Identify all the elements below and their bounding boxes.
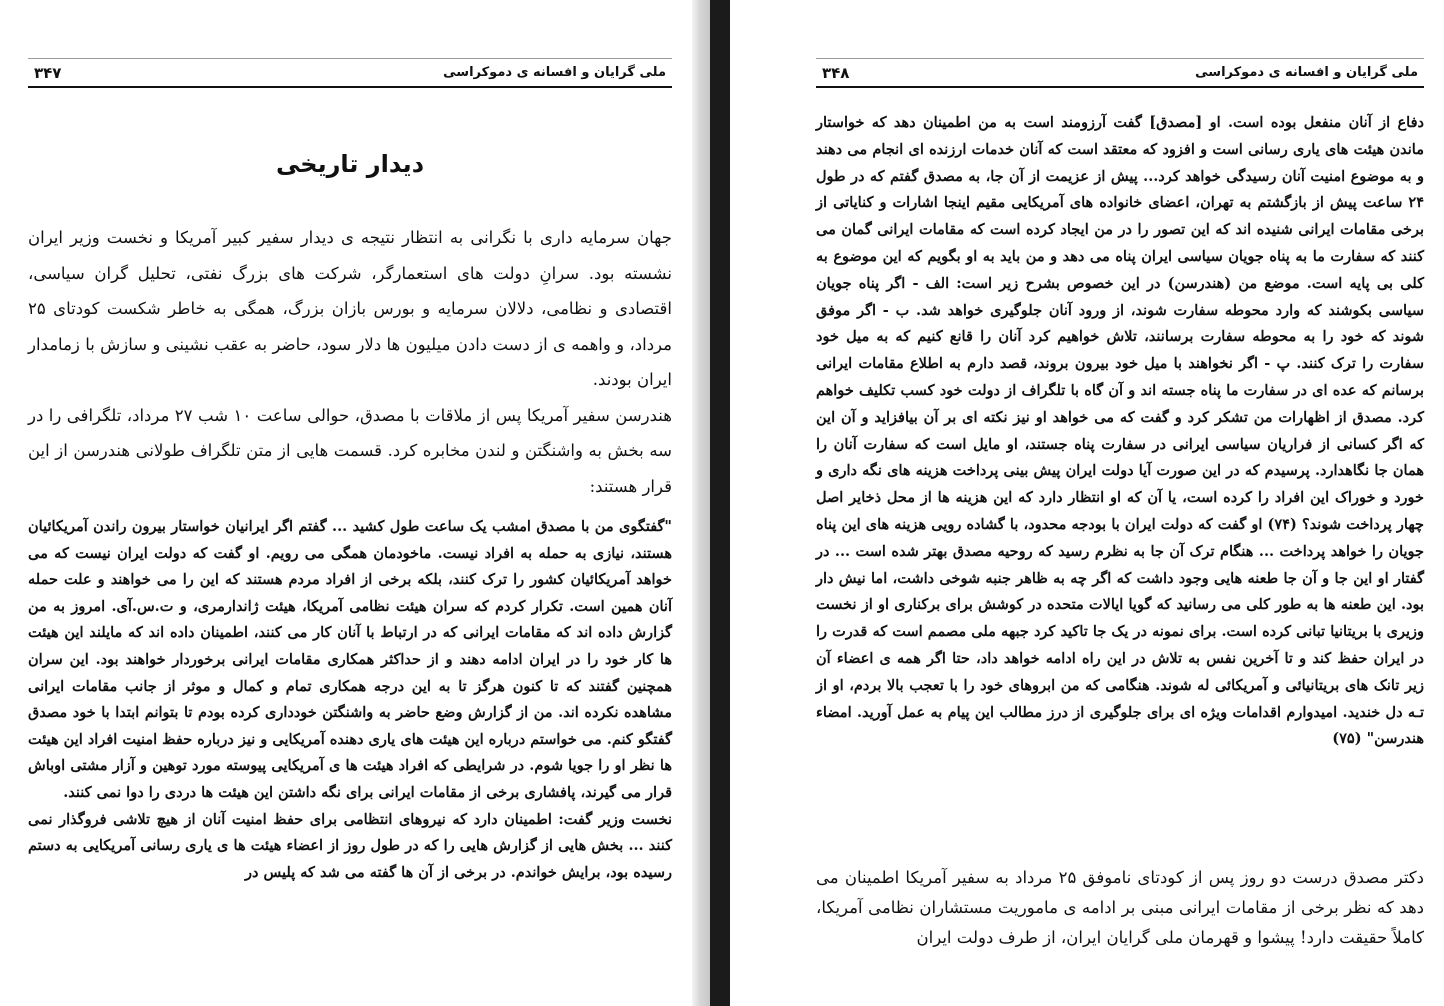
- running-head-left: [28, 58, 672, 88]
- page-number-right: ۳۴۸: [822, 63, 850, 82]
- chapter-heading: دیدار تاریخی: [275, 150, 425, 178]
- page-348: [730, 0, 1444, 1006]
- running-head-right: [816, 58, 1424, 88]
- intro-text: [28, 220, 672, 504]
- running-title-right: ملی گرایان و افسانه ی دموکراسی: [1195, 65, 1418, 80]
- book-gutter-shadow: [692, 0, 710, 1006]
- body-text-right: [816, 863, 1424, 953]
- body-paragraph: دکتر مصدق درست دو روز پس از کودتای ناموفق ۲۵ مرداد به سفیر آمریکا اطمینان می دهد که نظر برخی از مقامات ایرانی مبنی بر ادامه ی ماموریت مستشاران نظامی آمریکا، کاملاً حقیقت دارد! پیشوا و قهرمان ملی گرایان ایران، از طرف دولت ایران: [816, 868, 1425, 947]
- running-title-left: ملی گرایان و افسانه ی دموکراسی: [443, 65, 666, 80]
- quote-paragraph: دفاع از آنان منفعل بوده است. او [مصدق] گفت آرزومند است به من اطمینان دهد که خواستار ماندن هیئت های یاری رسانی است و افزود که معتقد است که آنان خدمات ارزنده ای انجام می دهند و به موضوع امنیت آنان رسیدگی خواهد کرد... پیش از عزیمت از آن جا، به مصدق گفتم که در طول ۲۴ ساعت پیش از بازگشتم به تهران، اعضای خانواده های آمریکایی مقیم اینجا اشارات و کنایاتی از برخی مقامات ایرانی شنیده اند که این تصور را در من ایجاد کرده است که مقامات ایرانی گمان می کنند که سفارت ما به پناه جویان سیاسی ایران پناه می دهد و من باید به او بگویم که این موضوع به کلی بی پایه است. موضع من (هندرسن) در این خصوص بشرح زیر است: الف - اگر پناه جویان سیاسی بکوشند که وارد محوطه سفارت شوند، از ورود آنان جلوگیری خواهد شد. ب - اگر موفق شوند که خود را به محوطه سفارت برسانند، تلاش خواهیم کرد آنان را قانع کنیم که به میل خود سفارت را ترک کنند. پ - اگر نخواهند با میل خود بیرون بروند، قصد دارم به اطلاع مقامات ایرانی برسانم که عده ای در سفارت ما پناه جسته اند و آن گاه با تلگراف از دولت خود کسب تکلیف خواهم کرد. مصدق از اظهارات من تشکر کرد و گفت که می خواهد او نیز نکته ای بر آن بیافزاید و آن این که اگر کسانی از فراریان سیاسی ایرانی در سفارت پناه جستند، او مایل است که سفارت آنان را همان جا نگاهدارد. پرسیدم که در این صورت آیا دولت ایران پیش بینی پرداخت هزینه های نگه داری و خورد و خوراک این افراد را کرده است، یا آن که او انتظار دارد که این هزینه ها از محل ذخایر اصل چهار پرداخت شوند؟ (۷۴) او گفت که دولت ایران با بودجه محدود، با گشاده رویی هزینه های این پناه جویان را خواهد پرداخت ... هنگام ترک آن جا به نظرم رسید که روحیه مصدق بهتر شده است ... در گفتار او این جا و آن جا طعنه هایی وجود داشت که اگر چه به ظاهر جنبه شوخی داشت، اما نیش دار بود. این طعنه ها به طور کلی می رسانید که گویا ایالات متحده در کوشش برای برکناری او از نخست وزیری با بریتانیا تبانی کرده است. برای نمونه در یک جا تاکید کرد جبهه ملی مصمم است که قدرت را در ایران حفظ کند و تا آخرین نفس به تلاش در این راه ادامه خواهد داد، حتا اگر همه ی اعضاء آن زیر تانک های بریتانیائی و آمریکائی له شوند. هنگامی که من ابروهای خود را با تعجب بالا بردم، او از تـه دل خندید. امیدوارم اقدامات ویژه ای برای جلوگیری از درز مطالب این پیام به عمل آورید. امضاء هندرسن" (۷۵): [816, 114, 1424, 748]
- page-347: [0, 0, 692, 1006]
- telegram-quote-left: [28, 514, 672, 886]
- quote-paragraph: نخست وزیر گفت: اطمینان دارد که نیروهای انتظامی برای حفظ امنیت آنان از هیچ تلاشی فروگذار نمی کنند ... بخش هایی از گزارش هایی را که در طول روز از اعضاء هیئت ها ی یاری رسانی آمریکایی به دستم رسیده بود، برایش خواندم. در برخی از آن ها گفته می شد که پلیس در: [28, 810, 672, 881]
- intro-paragraph: هندرسن سفیر آمریکا پس از ملاقات با مصدق، حوالی ساعت ۱۰ شب ۲۷ مرداد، تلگرافی را در سه بخش به واشنگتن و لندن مخابره کرد. قسمت هایی از متن تلگراف طولانی هندرسن از این قرار هستند:: [28, 405, 672, 496]
- intro-paragraph: جهان سرمایه داری با نگرانی به انتظار نتیجه ی دیدار سفیر کبیر آمریکا و نخست وزیر ایران نشسته بود. سرانِ دولت های استعمارگر، شرکت های بزرگ نفتی، تحلیل گران سیاسی، اقتصادی و نظامی، دلالان سرمایه و بورس بازان بزرگ، همگی به خاطر شکست کودتای ۲۵ مرداد، و واهمه ی از دست دادن میلیون ها دلار سود، حاضر به عقب نشینی و سازش با زمامدار ایران بودند.: [28, 228, 672, 389]
- page-number-left: ۳۴۷: [34, 63, 62, 82]
- quote-paragraph: "گفتگوی من با مصدق امشب یک ساعت طول کشید ... گفتم اگر ایرانیان خواستار بیرون راندن آمریکائیان هستند، نیازی به حمله به افراد نیست. ماخودمان همگی می رویم. او گفت که دولت ایران نیست که می خواهد آمریکائیان کشور را ترک کنند، بلکه برخی از افراد مردم هستند که این را می خواهند و علت حمله آنان همین است. تکرار کردم که سران هیئت نظامی آمریکا، هیئت ژاندارمری، و ت.س.آی. امروز به من گزارش داده اند که مقامات ایرانی که در ارتباط با آنان کار می کنند، اطمینان داده اند که مایلند این هیئت ها کار خود را در ایران ادامه دهند و از حداکثر همکاری مقامات ایرانی برخوردار خواهند بود. این سران همچنین گفتند که تا کنون هرگز تا به این درجه همکاری تمام و کمال و موثر از جانب مقامات ایرانی مشاهده نکرده اند. من از گزارش وضع حاضر به واشنگتن خودداری کرده بودم تا بتوانم ابتدا با خود مصدق گفتگو کنم. می خواستم درباره این هیئت های یاری دهنده آمریکایی و نیز درباره حفظ امنیت افراد این هیئت ها نظر او را جویا شوم. در شرایطی که افراد هیئت ها ی آمریکایی پیوسته مورد توهین و آزار مشتی اوباش قرار می گیرند، پافشاری برخی از مقامات ایرانی برای نگه داشتن این هیئت ها دردی را دوا نمی کنند.: [28, 518, 672, 801]
- telegram-quote-right: [816, 110, 1424, 753]
- book-spine: [710, 0, 730, 1006]
